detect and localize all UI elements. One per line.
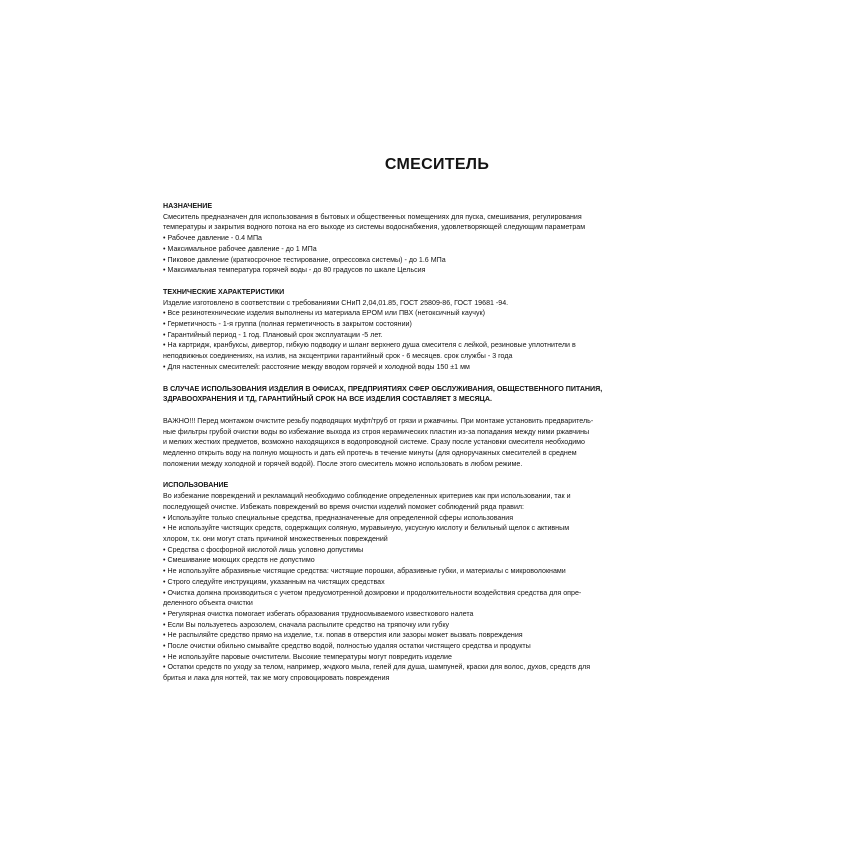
list-item: • Остатки средств по уходу за телом, например, жчдкого мыла, гелей для душа, шампуней, краски для волос, духов, средств для — [163, 663, 591, 672]
list-item: • Средства с фосфорной кислотой лишь условно допустимы — [163, 545, 364, 554]
list-item: • Рабочее давление - 0.4 МПа — [163, 234, 262, 243]
section-heading: НАЗНАЧЕНИЕ — [163, 202, 213, 210]
list-item: • Герметичность - 1-я группа (полная герметичность в закрытом состоянии) — [163, 320, 412, 329]
text-line: и мелких жестких предметов, возможно находящихся в водопроводной системе. Сразу после установки смесителя необходимо — [163, 438, 586, 447]
section-purpose — [163, 201, 711, 276]
list-item: • Не используйте чистящих средств, содержащих соляную, муравьиную, уксусную кислоту и белильный щелок с активным — [163, 524, 570, 533]
list-item: • Для настенных смесителей: расстояние между вводом горячей и холодной воды 150 ±1 мм — [163, 362, 470, 371]
text-line: ВАЖНО!!! Перед монтажом очистите резьбу подводящих муфт/труб от грязи и ржавчины. При монтаже установить предваритель- — [163, 416, 594, 425]
list-item: • Пиковое давление (краткосрочное тестирование, опрессовка системы) - до 1.6 МПа — [163, 255, 446, 264]
page-title: СМЕСИТЕЛЬ — [384, 156, 490, 173]
section-office-notice — [163, 384, 711, 405]
text-line: Изделие изготовлено в соответствии с требованиями СНиП 2,04,01.85, ГОСТ 25809-86, ГОСТ 19681 -94. — [163, 298, 509, 307]
text-line: Во избежание повреждений и рекламаций необходимо соблюдение определенных критериев как при использовании, так и — [163, 492, 571, 501]
list-item: • После очистки обильно смывайте средство водой, полностью удаляя остатки чистящего средства и продукты — [163, 642, 531, 651]
section-heading: ТЕХНИЧЕСКИЕ ХАРАКТЕРИСТИКИ — [163, 287, 285, 296]
section-specs — [163, 287, 711, 373]
list-item: • Используйте только специальные средства, предназначенные для определенной сферы использования — [163, 513, 514, 522]
list-item: • На картридж, кранбуксы, дивертор, гибкую подводку и шланг верхнего душа смесителя с лейкой, резиновые уплотнители в — [163, 341, 576, 350]
text-line: медленно открыть воду на полную мощность и дать ей протечь в течение минуты (для одноручажных смесителей в среднем — [163, 449, 577, 458]
text-line: последующей очистке. Избежать повреждений во время очистки изделий поможет соблюдений ряда правил: — [163, 502, 525, 511]
text-line: деленного объекта очистки — [163, 599, 253, 608]
text-line: хлором, т.к. они могут стать причиной множественных повреждений — [163, 534, 388, 543]
list-item: • Максимальное рабочее давление - до 1 МПа — [163, 244, 317, 253]
text-line: температуры и закрытия водного потока на его выходе из системы водоснабжения, удовлетворяющей следующим параметрам — [163, 223, 586, 232]
text-line: бритья и лака для ногтей, так же могу спровоцировать повреждения — [163, 674, 390, 683]
list-item: • Не используйте паровые очистители. Высокие температуры могут повредить изделие — [163, 652, 452, 661]
list-item: • Гарантийный период - 1 год. Плановый срок эксплуатации -5 лет. — [163, 330, 383, 339]
list-item: • Строго следуйте инструкциям, указанным на чистящих средствах — [163, 577, 385, 586]
list-item: • Все резинотехнические изделия выполнены из материала EPOM или ПВХ (нетоксичный каучук) — [163, 309, 485, 318]
list-item: • Не используйте абразивные чистящие средства: чистящие порошки, абразивные губки, и материалы с микроволокнами — [163, 567, 566, 576]
text-line: неподвижных соединениях, на излив, на эксцентрики гарантийный срок - 6 месяцев. срок службы - 3 года — [163, 352, 513, 361]
list-item: • Если Вы пользуетесь аэрозолем, сначала распылите средство на тряпочку или губку — [163, 620, 450, 629]
document-page — [163, 154, 711, 684]
text-line: Смеситель предназначен для использования в бытовых и общественных помещениях для пуска, смешивания, регулирования — [163, 212, 582, 221]
section-heading: ИСПОЛЬЗОВАНИЕ — [163, 481, 229, 490]
list-item: • Максимальная температура горячей воды - до 80 градусов по шкале Цельсия — [163, 266, 426, 275]
notice-line: ЗДРАВООХРАНЕНИЯ И ТД, ГАРАНТИЙНЫЙ СРОК НА ВСЕ ИЗДЕЛИЯ СОСТАВЛЯЕТ 3 МЕСЯЦА. — [163, 395, 492, 404]
text-line: положении между холодной и горячей водой). После этого смеситель можно использовать в любом режиме. — [163, 459, 523, 468]
list-item: • Очистка должна производиться с учетом предусмотренной дозировки и продолжительности воздействия средства для опре- — [163, 588, 582, 597]
section-important — [163, 416, 711, 470]
list-item: • Смешивание моющих средств не допустимо — [163, 556, 315, 565]
list-item: • Регулярная очистка помогает избегать образования трудносмываемого известкового налета — [163, 609, 474, 618]
text-line: ные фильтры грубой очистки воды во избежание выхода из строя керамических пластин из-за попадания между ними ржавчины — [163, 427, 590, 436]
section-usage — [163, 480, 711, 683]
list-item: • Не распыляйте средство прямо на изделие, т.к. попав в отверстия или зазоры может вызвать повреждения — [163, 631, 523, 640]
notice-line: В СЛУЧАЕ ИСПОЛЬЗОВАНИЯ ИЗДЕЛИЯ В ОФИСАХ, ПРЕДПРИЯТИЯХ СФЕР ОБСЛУЖИВАНИЯ, ОБЩЕСТВЕННОГО ПИТАНИЯ, — [163, 384, 603, 393]
